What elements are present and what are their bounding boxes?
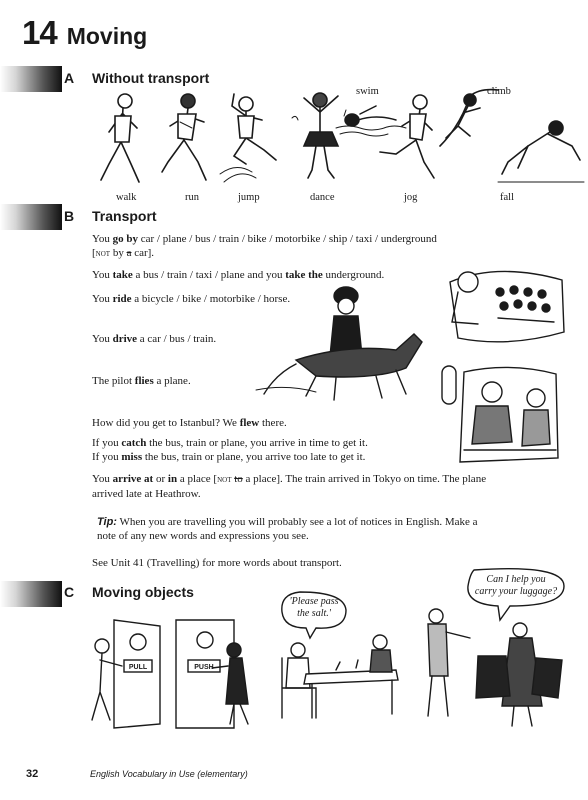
book-title: English Vocabulary in Use (elementary) <box>90 769 248 779</box>
label-jog: jog <box>404 192 418 203</box>
illustration-run <box>160 92 220 188</box>
unit-name: Moving <box>66 23 148 49</box>
illustration-pilots-cockpit <box>440 362 560 466</box>
illustration-jump <box>216 86 286 186</box>
drive-paragraph: You drive a car / bus / train. <box>92 333 217 345</box>
door-sign-pull: PULL <box>128 664 148 671</box>
page-number: 32 <box>26 768 39 780</box>
section-b-heading: Transport <box>92 208 157 224</box>
door-sign-push: PUSH <box>194 664 214 671</box>
section-c-letter: C <box>64 584 75 600</box>
speech-bubble-salt: 'Please pass the salt.' <box>289 596 339 619</box>
unit-title <box>22 14 147 52</box>
section-c-bar <box>0 581 62 607</box>
section-a-letter: A <box>64 70 75 86</box>
section-b-bar <box>0 204 62 230</box>
label-walk: walk <box>116 192 137 203</box>
tip-box: Tip: When you are travelling you will probably see a lot of notices in English. Make a note of any new words and expressions you see. <box>97 516 478 542</box>
section-a-bar <box>0 66 62 92</box>
section-a-heading: Without transport <box>92 70 210 86</box>
illustration-walk <box>95 92 155 188</box>
illustration-horse-rider <box>256 284 426 402</box>
pilot-paragraph: The pilot flies a plane. <box>92 375 191 387</box>
label-swim: swim <box>356 86 379 97</box>
take-paragraph: You take a bus / train / taxi / plane and you take the underground. <box>92 269 385 281</box>
label-run: run <box>185 192 199 203</box>
label-jump: jump <box>238 192 260 203</box>
illustration-climb <box>440 86 500 156</box>
ride-paragraph: You ride a bicycle / bike / motorbike / horse. <box>92 293 291 305</box>
illustration-jog <box>370 90 450 186</box>
see-unit-paragraph: See Unit 41 (Travelling) for more words about transport. <box>92 557 342 569</box>
label-climb: climb <box>487 86 511 97</box>
arrive-paragraph: You arrive at or in a place [not to a place]. The train arrived in Tokyo on time. The plane arrived late at Heathrow. <box>92 473 487 500</box>
illustration-driver-dashboard <box>438 262 568 348</box>
tip-label: Tip: <box>97 516 117 528</box>
istanbul-paragraph: How did you get to Istanbul? We flew there. <box>92 417 287 429</box>
go-by-paragraph: You go by car / plane / bus / train / bike / motorbike / ship / taxi / underground [not by a car]. <box>92 233 437 259</box>
illustration-doors <box>84 616 260 734</box>
unit-number: 14 <box>22 14 57 51</box>
illustration-fall <box>498 112 584 188</box>
section-b-letter: B <box>64 208 75 224</box>
label-dance: dance <box>310 192 335 203</box>
section-c-heading: Moving objects <box>92 584 194 600</box>
speech-bubble-luggage: Can I help you carry your luggage? <box>474 574 558 597</box>
label-fall: fall <box>500 192 514 203</box>
catch-miss-paragraph: If you catch the bus, train or plane, you arrive in time to get it. If you miss the bus, train or plane, you arrive too late to get it. <box>92 437 368 463</box>
